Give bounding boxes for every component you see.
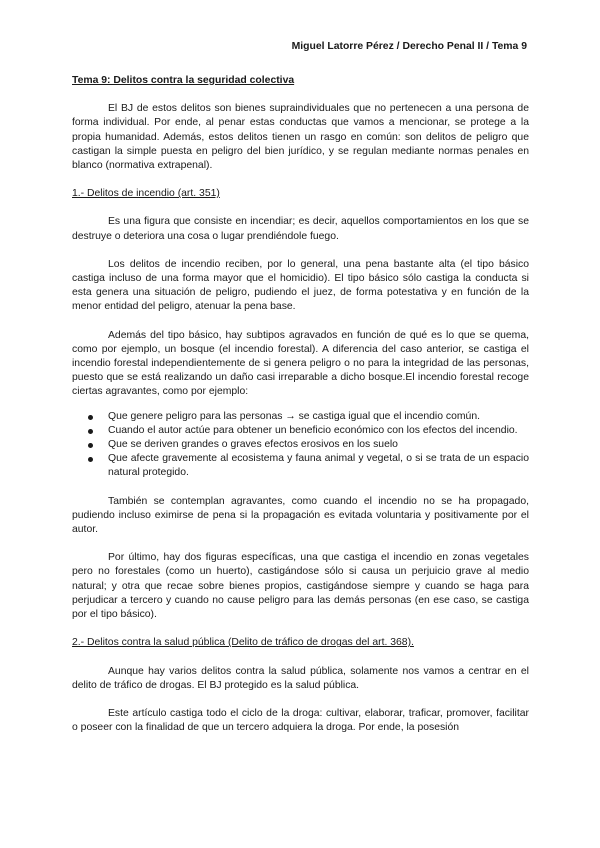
list-item-text: Que genere peligro para las personas → se castiga igual que el incendio común. — [108, 410, 480, 422]
paragraph: Aunque hay varios delitos contra la salud pública, solamente nos vamos a centrar en el delito de tráfico de drogas. El BJ protegido es la salud pública. — [72, 665, 529, 691]
bullet-icon — [88, 457, 93, 462]
document-title: Tema 9: Delitos contra la seguridad colectiva — [72, 75, 295, 86]
paragraph: Este artículo castiga todo el ciclo de la droga: cultivar, elaborar, traficar, promover, facilitar o poseer con la finalidad de que un tercero adquiera la droga. Por ende, la posesión — [72, 707, 529, 734]
list-item — [108, 410, 529, 424]
section-heading-incendio: 1.- Delitos de incendio (art. 351) — [72, 188, 220, 200]
paragraph: También se contemplan agravantes, como cuando el incendio no se ha propagado, pudiendo incluso eximirse de pena si la propagación es evitada voluntaria y positivamente por el autor. — [72, 495, 529, 536]
bullet-icon — [88, 443, 93, 448]
list-item — [108, 452, 529, 480]
document-body — [72, 74, 529, 749]
bullet-icon — [88, 429, 93, 434]
list-item-text: Cuando el autor actúe para obtener un beneficio económico con los efectos del incendio. — [108, 424, 518, 436]
paragraph: Es una figura que consiste en incendiar; es decir, aquellos comportamientos en los que se destruye o deteriora una cosa o lugar prendiéndole fuego. — [72, 216, 529, 242]
list-item-text: Que afecte gravemente al ecosistema y fauna animal y vegetal, o si se trata de un espacio natural protegido. — [108, 453, 529, 479]
page-header: Miguel Latorre Pérez / Derecho Penal II / Tema 9 — [291, 41, 527, 52]
list-item-text: Que se deriven grandes o graves efectos erosivos en los suelo — [108, 439, 398, 451]
intro-paragraph: El BJ de estos delitos son bienes supraindividuales que no pertenecen a una persona de forma individual. Por ende, al penar estas conductas que vamos a mencionar, se protege a la propia humanidad. Además, estos delitos tienen un rasgo en común: son delitos de peligro que castigan la simple puesta en peligro del bien jurídico, y se regulan mediante normas penales en blanco (normativa extrapenal). — [72, 103, 529, 172]
paragraph: Además del tipo básico, hay subtipos agravados en función de qué es lo que se quema, como por ejemplo, un bosque (el incendio forestal). A diferencia del caso anterior, se castiga el incendio forestal independientemente de si genera peligro o no para la integridad de las personas, puesto que se está realizando un daño casi irreparable a dicho bosque.El incendio forestal recoge ciertas agravantes, como por ejemplo: — [72, 329, 529, 398]
aggravating-factors-list — [72, 410, 529, 481]
section-heading-salud-publica: 2.- Delitos contra la salud pública (Delito de tráfico de drogas del art. 368). — [72, 637, 414, 649]
bullet-icon — [88, 415, 93, 420]
paragraph: Por último, hay dos figuras específicas, una que castiga el incendio en zonas vegetales pero no forestales (como un huerto), castigándose sólo si causa un perjuicio grave al medio natural; y otra que recae sobre bienes propios, castigándose siempre y cuando se haga para perjudicar a tercero y cuando no cause peligro para las demás personas (en ese caso, se castiga por el tipo básico). — [72, 552, 529, 621]
paragraph: Los delitos de incendio reciben, por lo general, una pena bastante alta (el tipo básico castiga incluso de una forma mayor que el homicidio). El tipo básico sólo castiga la conducta si esta genera una situación de peligro, pudiendo el juez, de forma potestativa y en función de la menor entidad del peligro, atenuar la pena base. — [72, 258, 529, 313]
list-item — [108, 424, 529, 438]
list-item — [108, 438, 529, 452]
